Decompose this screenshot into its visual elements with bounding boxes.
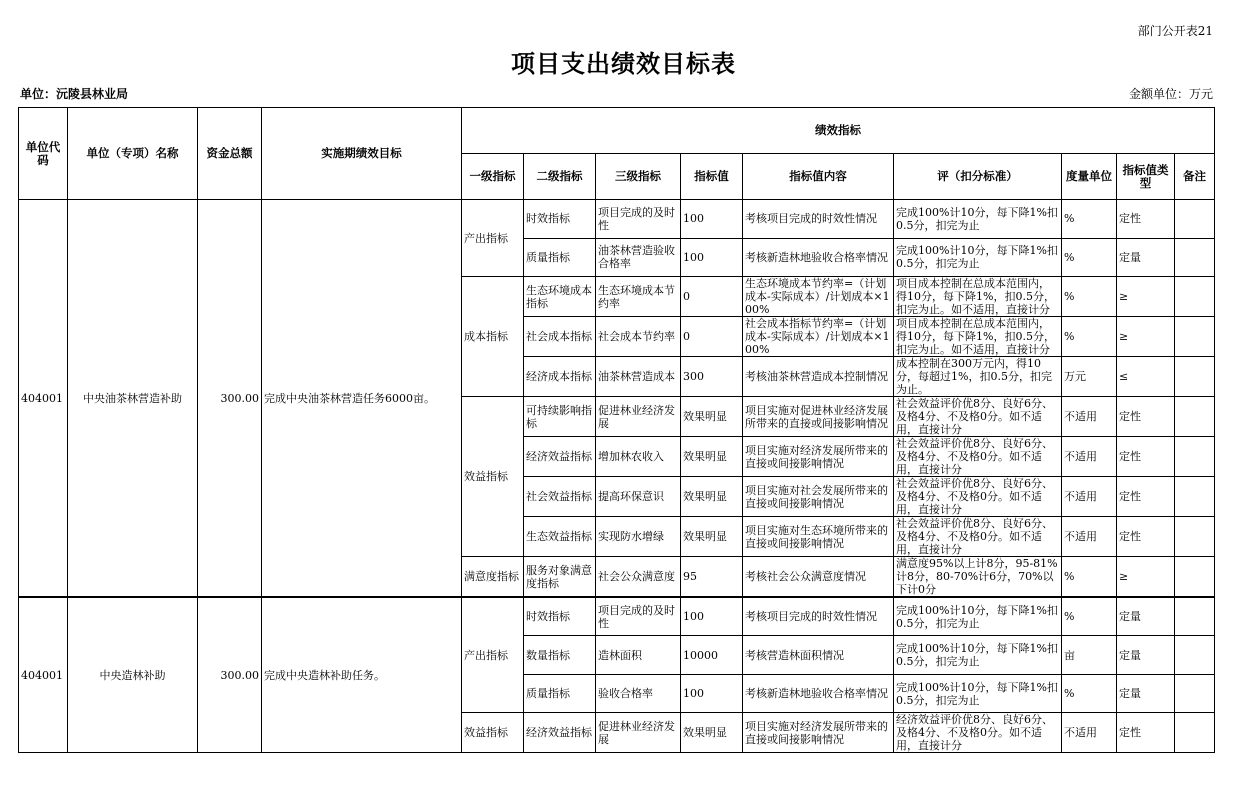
value-type (1117, 674, 1175, 713)
unit-label: 单位：沅陵县林业局 (20, 87, 129, 101)
indicator-content-text: 考核项目完成的时效性情况 (745, 212, 877, 226)
project-code (19, 200, 68, 598)
measure-unit (1062, 597, 1117, 636)
measure-unit (1062, 713, 1117, 753)
indicator-content-text: 考核项目完成的时效性情况 (745, 610, 877, 624)
level3-indicator (596, 357, 681, 397)
level3-indicator (596, 597, 681, 636)
header-vtype: 指标值类型 (1117, 154, 1175, 200)
indicator-value-text: 100 (683, 687, 704, 701)
header-level1: 一级指标 (462, 154, 524, 200)
level3-indicator (596, 200, 681, 239)
level1-indicator-text: 产出指标 (464, 231, 508, 245)
value-type-text: ≤ (1119, 370, 1129, 384)
scoring-standard (894, 713, 1062, 753)
indicator-value (681, 674, 743, 713)
header-content: 指标值内容 (743, 154, 894, 200)
level3-indicator-text: 生态环境成本节约率 (598, 283, 675, 310)
note-cell (1175, 636, 1215, 675)
value-type (1117, 437, 1175, 477)
scoring-standard (894, 277, 1062, 317)
level2-indicator-text: 质量指标 (526, 687, 570, 701)
indicator-value (681, 200, 743, 239)
level1-indicator-text: 效益指标 (464, 726, 508, 740)
indicator-content (743, 200, 894, 239)
level3-indicator (596, 674, 681, 713)
level1-indicator (462, 397, 524, 557)
level3-indicator-text: 增加林农收入 (598, 450, 664, 464)
value-type (1117, 238, 1175, 277)
level3-indicator-text: 促进林业经济发展 (598, 403, 675, 430)
project-name (68, 200, 198, 598)
header-indicators: 绩效指标 (462, 108, 1215, 154)
value-type (1117, 317, 1175, 357)
note-cell (1175, 674, 1215, 713)
level3-indicator (596, 397, 681, 437)
level3-indicator-text: 项目完成的及时性 (598, 205, 675, 232)
project-goal (262, 200, 462, 598)
value-type-text: 定性 (1119, 212, 1141, 226)
level3-indicator (596, 238, 681, 277)
indicator-content-text: 考核社会公众满意度情况 (745, 570, 866, 584)
level2-indicator (524, 517, 596, 557)
level2-indicator-text: 数量指标 (526, 648, 570, 662)
table-row (19, 597, 1215, 636)
indicator-content-text: 项目实施对经济发展所带来的直接或间接影响情况 (745, 443, 888, 470)
level1-indicator (462, 200, 524, 277)
project-name-text: 中央造林补助 (99, 668, 166, 682)
level1-indicator (462, 277, 524, 397)
value-type-text: 定性 (1119, 450, 1141, 464)
value-type (1117, 557, 1175, 598)
scoring-standard (894, 397, 1062, 437)
project-amount (198, 200, 262, 598)
level2-indicator (524, 200, 596, 239)
indicator-content-text: 考核油茶林营造成本控制情况 (745, 370, 888, 384)
measure-unit-text: % (1064, 290, 1075, 304)
header-level2: 二级指标 (524, 154, 596, 200)
level3-indicator (596, 517, 681, 557)
value-type (1117, 477, 1175, 517)
scoring-standard (894, 317, 1062, 357)
level2-indicator-text: 经济成本指标 (526, 370, 592, 384)
indicator-value-text: 效果明显 (683, 450, 727, 464)
scoring-standard (894, 636, 1062, 675)
indicator-value-text: 效果明显 (683, 726, 727, 740)
indicator-content-text: 考核新造林地验收合格率情况 (745, 687, 888, 701)
header-level3: 三级指标 (596, 154, 681, 200)
value-type-text: 定性 (1119, 410, 1141, 424)
level3-indicator-text: 实现防水增绿 (598, 530, 664, 544)
level2-indicator (524, 357, 596, 397)
header-goal: 实施期绩效目标 (262, 108, 462, 200)
level2-indicator-text: 服务对象满意度指标 (526, 563, 592, 590)
value-type-text: ≥ (1119, 330, 1129, 344)
indicator-content (743, 477, 894, 517)
level2-indicator-text: 社会成本指标 (526, 330, 592, 344)
indicator-value (681, 238, 743, 277)
measure-unit (1062, 674, 1117, 713)
measure-unit (1062, 477, 1117, 517)
header-standard: 评（扣分标准） (894, 154, 1062, 200)
table-row (19, 200, 1215, 239)
level3-indicator-text: 社会成本节约率 (598, 330, 675, 344)
level2-indicator-text: 质量指标 (526, 250, 570, 264)
level3-indicator-text: 提高环保意识 (598, 490, 664, 504)
measure-unit (1062, 317, 1117, 357)
measure-unit-text: 不适用 (1064, 530, 1097, 544)
indicator-value-text: 0 (683, 290, 690, 304)
indicator-value (681, 357, 743, 397)
indicator-value (681, 437, 743, 477)
value-type (1117, 713, 1175, 753)
level3-indicator (596, 557, 681, 598)
level2-indicator-text: 时效指标 (526, 212, 570, 226)
note-cell (1175, 238, 1215, 277)
scoring-standard (894, 357, 1062, 397)
measure-unit (1062, 517, 1117, 557)
indicator-content-text: 考核新造林地验收合格率情况 (745, 250, 888, 264)
indicator-content (743, 277, 894, 317)
indicator-value (681, 317, 743, 357)
indicator-value (681, 477, 743, 517)
value-type (1117, 357, 1175, 397)
level2-indicator-text: 时效指标 (526, 610, 570, 624)
project-code-text: 404001 (21, 668, 63, 682)
value-type-text: ≥ (1119, 570, 1129, 584)
project-amount-text: 300.00 (220, 668, 259, 682)
value-type-text: 定量 (1119, 648, 1141, 662)
level1-indicator-text: 满意度指标 (464, 570, 519, 584)
indicator-value (681, 557, 743, 598)
value-type (1117, 277, 1175, 317)
level2-indicator (524, 674, 596, 713)
level2-indicator-text: 可持续影响指标 (526, 403, 592, 430)
level2-indicator (524, 277, 596, 317)
header-value: 指标值 (681, 154, 743, 200)
scoring-standard-text: 完成100%计10分，每下降1%扣0.5分，扣完为止 (896, 205, 1058, 232)
measure-unit-text: % (1064, 570, 1075, 584)
measure-unit-text: % (1064, 687, 1075, 701)
indicator-value (681, 397, 743, 437)
indicator-content-text: 项目实施对社会发展所带来的直接或间接影响情况 (745, 483, 888, 510)
page-title: 项目支出绩效目标表 (511, 50, 736, 78)
header-amount: 资金总额 (198, 108, 262, 200)
indicator-value-text: 10000 (683, 648, 718, 662)
indicator-content (743, 674, 894, 713)
note-cell (1175, 517, 1215, 557)
value-type (1117, 200, 1175, 239)
indicator-value (681, 636, 743, 675)
indicator-value-text: 100 (683, 250, 704, 264)
level2-indicator (524, 636, 596, 675)
measure-unit-text: 万元 (1064, 370, 1086, 384)
indicator-value-text: 100 (683, 610, 704, 624)
indicator-value (681, 713, 743, 753)
level2-indicator (524, 317, 596, 357)
scoring-standard-text: 经济效益评价优8分、良好6分、及格4分、不及格0分。如不适用，直接计分 (896, 713, 1053, 753)
level3-indicator-text: 社会公众满意度 (598, 570, 675, 584)
header-name: 单位（专项）名称 (68, 108, 198, 200)
indicator-value-text: 效果明显 (683, 490, 727, 504)
level3-indicator (596, 317, 681, 357)
scoring-standard-text: 满意度95%以上计8分，95-81%计8分，80-70%计6分，70%以下计0分 (896, 557, 1058, 597)
level3-indicator (596, 636, 681, 675)
indicator-content (743, 636, 894, 675)
level3-indicator (596, 437, 681, 477)
level2-indicator-text: 生态效益指标 (526, 530, 592, 544)
indicator-content-text: 项目实施对促进林业经济发展所带来的直接或间接影响情况 (745, 403, 888, 430)
indicator-value-text: 效果明显 (683, 530, 727, 544)
value-type-text: 定量 (1119, 250, 1141, 264)
level3-indicator-text: 促进林业经济发展 (598, 719, 675, 746)
value-type (1117, 597, 1175, 636)
level3-indicator-text: 验收合格率 (598, 687, 653, 701)
level2-indicator (524, 713, 596, 753)
level2-indicator-text: 社会效益指标 (526, 490, 592, 504)
indicator-content-text: 考核营造林面积情况 (745, 648, 844, 662)
scoring-standard (894, 517, 1062, 557)
scoring-standard-text: 社会效益评价优8分、良好6分、及格4分、不及格0分。如不适用，直接计分 (896, 437, 1053, 477)
scoring-standard-text: 完成100%计10分，每下降1%扣0.5分，扣完为止 (896, 603, 1058, 630)
note-cell (1175, 397, 1215, 437)
scoring-standard (894, 597, 1062, 636)
note-cell (1175, 277, 1215, 317)
level3-indicator-text: 项目完成的及时性 (598, 603, 675, 630)
value-type-text: 定性 (1119, 726, 1141, 740)
indicator-content (743, 597, 894, 636)
measure-unit-text: 不适用 (1064, 726, 1097, 740)
indicator-content (743, 437, 894, 477)
note-cell (1175, 597, 1215, 636)
measure-unit-text: % (1064, 250, 1075, 264)
scoring-standard (894, 437, 1062, 477)
level3-indicator-text: 油茶林营造验收合格率 (598, 244, 675, 271)
header-measure: 度量单位 (1062, 154, 1117, 200)
level2-indicator (524, 437, 596, 477)
indicator-content (743, 557, 894, 598)
measure-unit (1062, 557, 1117, 598)
project-code (19, 597, 68, 753)
value-type-text: 定量 (1119, 610, 1141, 624)
value-type (1117, 517, 1175, 557)
indicator-value (681, 597, 743, 636)
value-type (1117, 397, 1175, 437)
level1-indicator (462, 713, 524, 753)
scoring-standard-text: 完成100%计10分，每下降1%扣0.5分，扣完为止 (896, 244, 1058, 271)
indicator-value (681, 277, 743, 317)
level2-indicator-text: 生态环境成本指标 (526, 283, 592, 310)
scoring-standard (894, 557, 1062, 598)
scoring-standard-text: 社会效益评价优8分、良好6分、及格4分、不及格0分。如不适用，直接计分 (896, 477, 1053, 517)
project-name (68, 597, 198, 753)
project-goal-text: 完成中央油茶林营造任务6000亩。 (264, 391, 435, 405)
value-type-text: 定性 (1119, 490, 1141, 504)
level3-indicator (596, 713, 681, 753)
level3-indicator-text: 造林面积 (598, 648, 642, 662)
measure-unit (1062, 277, 1117, 317)
value-type (1117, 636, 1175, 675)
scoring-standard (894, 477, 1062, 517)
scoring-standard-text: 成本控制在300万元内，得10分，每超过1%，扣0.5分，扣完为止。 (896, 357, 1052, 397)
note-cell (1175, 437, 1215, 477)
scoring-standard (894, 200, 1062, 239)
scoring-standard-text: 完成100%计10分，每下降1%扣0.5分，扣完为止 (896, 642, 1058, 669)
performance-table (18, 107, 1215, 753)
measure-unit (1062, 437, 1117, 477)
note-cell (1175, 200, 1215, 239)
measure-unit (1062, 357, 1117, 397)
level3-indicator (596, 477, 681, 517)
value-type-text: 定性 (1119, 530, 1141, 544)
scoring-standard-text: 项目成本控制在总成本范围内，得10分，每下降1%，扣0.5分，扣完为止。如不适用，直接计分 (896, 277, 1055, 317)
table-number: 部门公开表21 (1137, 24, 1213, 38)
indicator-content-text: 社会成本指标节约率=（计划成本-实际成本）/计划成本×100% (745, 317, 890, 357)
scoring-standard-text: 社会效益评价优8分、良好6分、及格4分、不及格0分。如不适用，直接计分 (896, 397, 1053, 437)
indicator-value-text: 100 (683, 212, 704, 226)
scoring-standard-text: 社会效益评价优8分、良好6分、及格4分、不及格0分。如不适用，直接计分 (896, 517, 1053, 557)
level2-indicator-text: 经济效益指标 (526, 726, 592, 740)
note-cell (1175, 477, 1215, 517)
level2-indicator (524, 597, 596, 636)
measure-unit-text: % (1064, 212, 1075, 226)
indicator-content-text: 项目实施对经济发展所带来的直接或间接影响情况 (745, 719, 888, 746)
project-goal-text: 完成中央造林补助任务。 (264, 668, 385, 682)
measure-unit-text: 不适用 (1064, 490, 1097, 504)
indicator-content (743, 713, 894, 753)
scoring-standard-text: 项目成本控制在总成本范围内，得10分，每下降1%，扣0.5分，扣完为止。如不适用，直接计分 (896, 317, 1055, 357)
money-unit-label: 金额单位：万元 (1128, 87, 1213, 101)
indicator-value-text: 300 (683, 370, 704, 384)
level1-indicator (462, 597, 524, 713)
measure-unit (1062, 636, 1117, 675)
indicator-value-text: 效果明显 (683, 410, 727, 424)
header-note: 备注 (1175, 154, 1215, 200)
note-cell (1175, 357, 1215, 397)
indicator-value-text: 0 (683, 330, 690, 344)
level2-indicator (524, 397, 596, 437)
indicator-value-text: 95 (683, 570, 697, 584)
level2-indicator (524, 557, 596, 598)
measure-unit-text: 亩 (1064, 648, 1075, 662)
indicator-content (743, 357, 894, 397)
measure-unit-text: % (1064, 330, 1075, 344)
scoring-standard (894, 238, 1062, 277)
value-type-text: 定量 (1119, 687, 1141, 701)
project-name-text: 中央油茶林营造补助 (83, 391, 182, 405)
indicator-content-text: 生态环境成本节约率=（计划成本-实际成本）/计划成本×100% (745, 277, 890, 317)
project-code-text: 404001 (21, 391, 63, 405)
level2-indicator (524, 238, 596, 277)
measure-unit (1062, 200, 1117, 239)
level1-indicator-text: 产出指标 (464, 648, 508, 662)
indicator-content (743, 397, 894, 437)
level3-indicator (596, 277, 681, 317)
measure-unit-text: % (1064, 610, 1075, 624)
indicator-content (743, 517, 894, 557)
note-cell (1175, 557, 1215, 598)
level2-indicator-text: 经济效益指标 (526, 450, 592, 464)
measure-unit-text: 不适用 (1064, 450, 1097, 464)
scoring-standard (894, 674, 1062, 713)
level3-indicator-text: 油茶林营造成本 (598, 370, 675, 384)
level1-indicator-text: 效益指标 (464, 470, 508, 484)
indicator-content (743, 317, 894, 357)
measure-unit (1062, 238, 1117, 277)
value-type-text: ≥ (1119, 290, 1129, 304)
scoring-standard-text: 完成100%计10分，每下降1%扣0.5分，扣完为止 (896, 680, 1058, 707)
indicator-content (743, 238, 894, 277)
project-goal (262, 597, 462, 753)
project-amount (198, 597, 262, 753)
header-code: 单位代码 (19, 108, 68, 200)
project-amount-text: 300.00 (220, 391, 259, 405)
level1-indicator (462, 557, 524, 598)
measure-unit-text: 不适用 (1064, 410, 1097, 424)
measure-unit (1062, 397, 1117, 437)
level2-indicator (524, 477, 596, 517)
indicator-content-text: 项目实施对生态环境所带来的直接或间接影响情况 (745, 523, 888, 550)
note-cell (1175, 713, 1215, 753)
note-cell (1175, 317, 1215, 357)
indicator-value (681, 517, 743, 557)
level1-indicator-text: 成本指标 (464, 330, 508, 344)
